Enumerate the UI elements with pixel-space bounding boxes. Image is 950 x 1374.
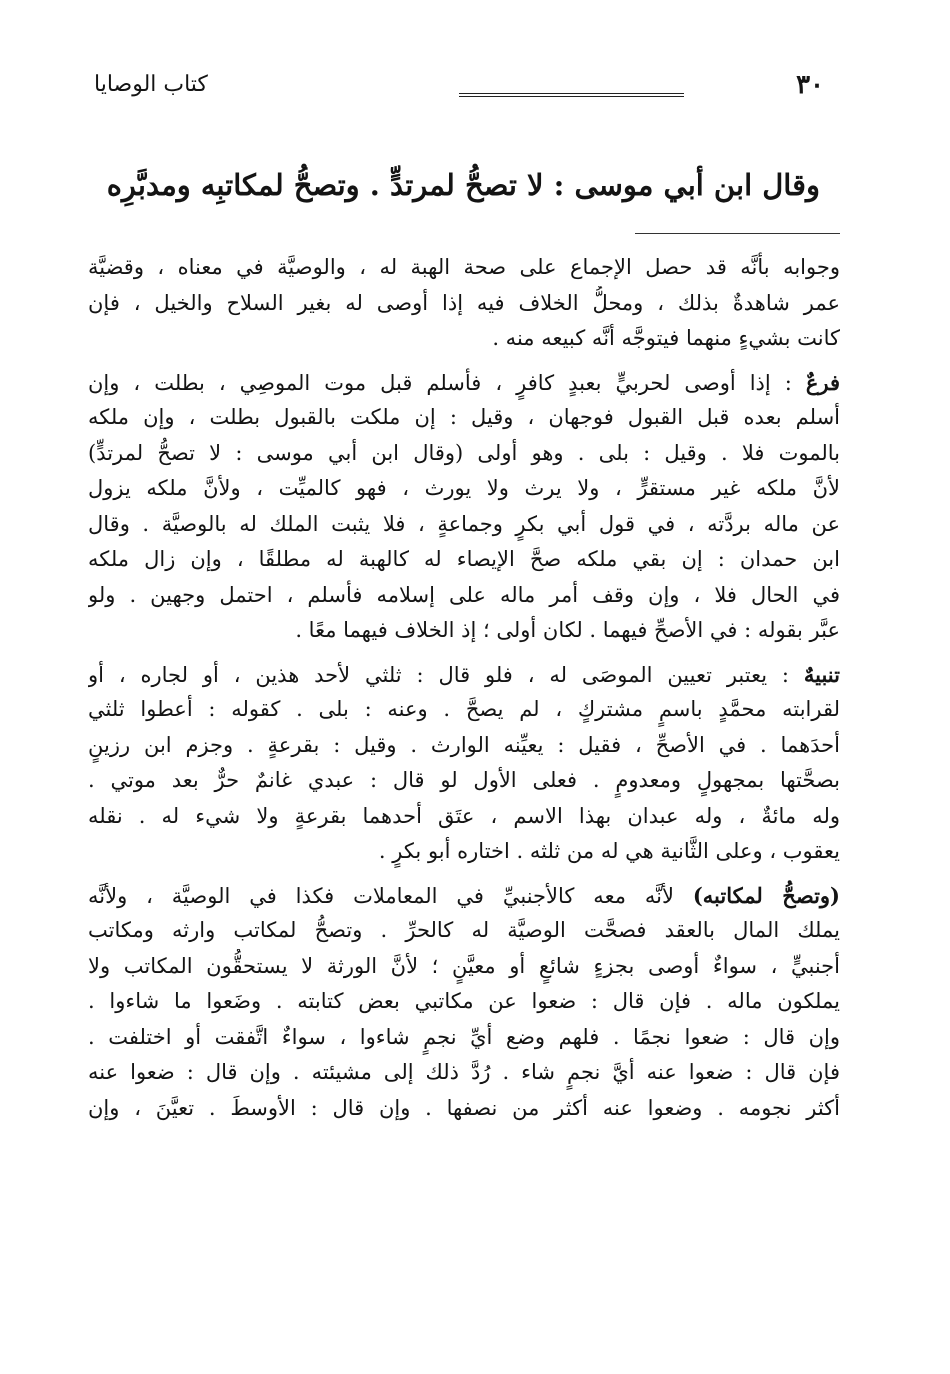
text-line: عمر شاهدةٌ بذلك ، ومحلُّ الخلاف فيه إذا أوصى له بغير السلاح والخيل ، فإن xyxy=(88,290,840,315)
text-line: أكثر نجومه . وضعوا عنه أكثر من نصفها . وإن قال : الأوسطَ . تعيَّنَ ، وإن xyxy=(88,1095,840,1120)
text-line: بصحَّتها بمجهولٍ ومعدومٍ . فعلى الأول لو قال : عبدي غانمٌ حرٌّ بعد موتي . xyxy=(88,768,840,792)
paragraph xyxy=(88,657,840,870)
text-run: : إذا أوصى لحربيٍّ بعبدٍ كافرٍ ، فأسلم قبل موت الموصِي ، بطلت ، وإن xyxy=(88,370,806,395)
text-line: أسلم بعده قبل القبول فوجهان ، وقيل : إن ملكت بالقبول بطلت ، وإن ملكه xyxy=(88,405,840,429)
text-line: كانت بشيءٍ منهما فيتوجَّه أنَّه كبيعه منه . xyxy=(492,326,840,350)
text-line: يملكون ماله . فإن قال : ضعوا عن مكاتبي بعض كتابته . وضَعوا ما شاءوا . xyxy=(88,989,840,1013)
text-line xyxy=(88,365,840,401)
paragraph xyxy=(88,878,840,1127)
page-header xyxy=(94,66,824,106)
text-run: : يعتبر تعيين الموصَى له ، فلو قال : ثلثي لأحد هذين ، أو لجاره ، أو xyxy=(88,662,804,687)
text-line: بالموت فلا . وقيل : بلى . وهو أولى (وقال ابن أبي موسى : لا تصحُّ لمرتدٍّ) xyxy=(88,440,840,465)
paragraph xyxy=(88,365,840,649)
text-line: في الحال فلا ، وإن وقف أمر ماله على إسلامه فأسلم ، احتمل وجهين . ولو xyxy=(88,582,840,607)
paragraph-lead: تنبيهٌ xyxy=(803,661,840,687)
text-line: فإن قال : ضعوا عنه أيَّ نجمٍ شاء . رُدَّ ذلك إلى مشيئته . وإن قال : ضعوا عنه xyxy=(88,1060,840,1084)
page-number: ٣٠ xyxy=(796,70,824,100)
text-line: أحدَهما . في الأصحِّ ، فقيل : يعيِّنه الوارث . وقيل : بقرعةٍ . وجزم ابن رزينٍ xyxy=(88,732,840,757)
paragraph xyxy=(88,250,840,357)
text-line xyxy=(88,657,840,693)
header-rule xyxy=(459,93,684,97)
body-text xyxy=(88,250,840,1134)
text-line: وله مائةٌ ، وله عبدان بهذا الاسم ، عتَق أحدهما بقرعةٍ ولا شيء له . نقله xyxy=(88,803,840,828)
text-run: لأنَّه معه كالأجنبيِّ في المعاملات فكذا في الوصيَّة ، ولأنَّه xyxy=(88,883,693,908)
text-line: وإن قال : ضعوا نجمًا . فلهم وضع أيِّ نجمٍ شاءوا ، سواءٌ اتَّفقت أو اختلفت . xyxy=(88,1024,840,1049)
text-line: عبَّر بقوله : في الأصحِّ فيهما . لكان أولى ؛ إذ الخلاف فيهما معًا . xyxy=(295,618,840,642)
text-line: لأنَّ ملكه غير مستقرٍّ ، ولا يرث ولا يورث ، فهو كالميِّت ، ولأنَّ ملكه يزول xyxy=(88,476,840,500)
text-line: يعقوب ، وعلى الثَّانية هي له من ثلثه . اختاره أبو بكرٍ . xyxy=(378,839,840,863)
running-title: كتاب الوصايا xyxy=(94,72,208,97)
paragraph-lead: فرعٌ xyxy=(805,369,840,395)
text-line: لقرابته محمَّدٍ باسمٍ مشتركٍ ، لم يصحَّ . وعنه : بلى . كقوله : أعطوا ثلثي xyxy=(88,697,840,721)
text-line xyxy=(88,878,840,914)
text-line: ابن حمدان : إن بقي ملكه صحَّ الإيصاء له كالهبة له مطلقًا ، وإن زال ملكه xyxy=(88,547,840,571)
section-title: وقال ابن أبي موسى : لا تصحُّ لمرتدٍّ . وتصحُّ لمكاتبِه ومدبَّرِه xyxy=(106,168,820,202)
text-line: أجنبيٍّ ، سواءٌ أوصى بجزءٍ شائعٍ أو معيَّنٍ ؛ لأنَّ الورثة لا يستحقُّون المكاتب ولا xyxy=(88,953,840,978)
text-line: وجوابه بأنَّه قد حصل الإجماع على صحة الهبة له ، والوصيَّة في معناه ، وقضيَّة xyxy=(88,255,840,279)
text-line: عن ماله بردَّته ، في قول أبي بكرٍ وجماعةٍ ، فلا يثبت الملك له بالوصيَّة . وقال xyxy=(88,511,840,536)
text-line: يملك المال بالعقد فصحَّت الوصيَّة له كالحرِّ . وتصحُّ لمكاتب وارثه ومكاتب xyxy=(88,918,840,942)
title-rule xyxy=(635,233,840,234)
paragraph-lead: (وتصحُّ لمكاتبه) xyxy=(692,882,840,908)
